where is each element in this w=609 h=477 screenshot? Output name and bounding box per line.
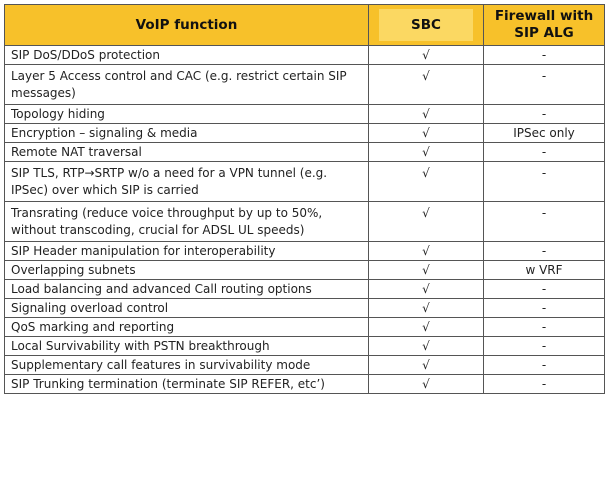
table-row — [5, 261, 605, 280]
firewall-cell: - — [484, 318, 605, 337]
sbc-cell: √ — [369, 318, 484, 337]
header-sbc: SBC — [379, 9, 473, 41]
function-cell: Supplementary call features in survivability mode — [5, 356, 369, 375]
function-cell: SIP TLS, RTP→SRTP w/o a need for a VPN tunnel (e.g. IPSec) over which SIP is carried — [5, 162, 369, 202]
table-row — [5, 143, 605, 162]
firewall-cell: - — [484, 375, 605, 394]
header-firewall-cell — [484, 5, 605, 46]
firewall-cell: - — [484, 337, 605, 356]
table-row — [5, 375, 605, 394]
firewall-cell: - — [484, 202, 605, 242]
table-row — [5, 337, 605, 356]
firewall-cell: - — [484, 299, 605, 318]
function-cell: QoS marking and reporting — [5, 318, 369, 337]
header-firewall-line1: Firewall with — [494, 8, 594, 24]
sbc-cell: √ — [369, 261, 484, 280]
sbc-cell: √ — [369, 105, 484, 124]
function-cell: Remote NAT traversal — [5, 143, 369, 162]
function-cell: SIP Header manipulation for interoperability — [5, 242, 369, 261]
table-row — [5, 299, 605, 318]
firewall-cell: - — [484, 143, 605, 162]
sbc-cell: √ — [369, 143, 484, 162]
table-row — [5, 162, 605, 202]
sbc-cell: √ — [369, 299, 484, 318]
table-row — [5, 46, 605, 65]
table-row — [5, 105, 605, 124]
sbc-cell: √ — [369, 162, 484, 202]
comparison-table — [4, 4, 605, 394]
table-row — [5, 202, 605, 242]
sbc-cell: √ — [369, 375, 484, 394]
table-row — [5, 124, 605, 143]
firewall-cell: - — [484, 162, 605, 202]
sbc-cell: √ — [369, 242, 484, 261]
table-row — [5, 318, 605, 337]
header-firewall-line2: SIP ALG — [514, 25, 574, 41]
table-row — [5, 242, 605, 261]
firewall-cell: - — [484, 242, 605, 261]
sbc-cell: √ — [369, 46, 484, 65]
function-cell: Load balancing and advanced Call routing options — [5, 280, 369, 299]
header-sbc-cell — [369, 5, 484, 46]
firewall-cell: - — [484, 280, 605, 299]
function-cell: SIP Trunking termination (terminate SIP REFER, etc’) — [5, 375, 369, 394]
sbc-cell: √ — [369, 356, 484, 375]
sbc-cell: √ — [369, 280, 484, 299]
firewall-cell: - — [484, 46, 605, 65]
function-cell: Encryption – signaling & media — [5, 124, 369, 143]
sbc-cell: √ — [369, 65, 484, 105]
sbc-cell: √ — [369, 202, 484, 242]
firewall-cell: IPSec only — [484, 124, 605, 143]
firewall-cell: - — [484, 65, 605, 105]
function-cell: Local Survivability with PSTN breakthrough — [5, 337, 369, 356]
function-cell: Signaling overload control — [5, 299, 369, 318]
function-cell: Overlapping subnets — [5, 261, 369, 280]
firewall-cell: - — [484, 105, 605, 124]
header-row — [5, 5, 605, 46]
sbc-cell: √ — [369, 337, 484, 356]
firewall-cell: w VRF — [484, 261, 605, 280]
function-cell: Topology hiding — [5, 105, 369, 124]
firewall-cell: - — [484, 356, 605, 375]
table-row — [5, 356, 605, 375]
sbc-cell: √ — [369, 124, 484, 143]
header-voip-function: VoIP function — [5, 5, 369, 46]
function-cell: Layer 5 Access control and CAC (e.g. restrict certain SIP messages) — [5, 65, 369, 105]
function-cell: Transrating (reduce voice throughput by up to 50%, without transcoding, crucial for ADSL UL speeds) — [5, 202, 369, 242]
table-row — [5, 280, 605, 299]
function-cell: SIP DoS/DDoS protection — [5, 46, 369, 65]
table-row — [5, 65, 605, 105]
